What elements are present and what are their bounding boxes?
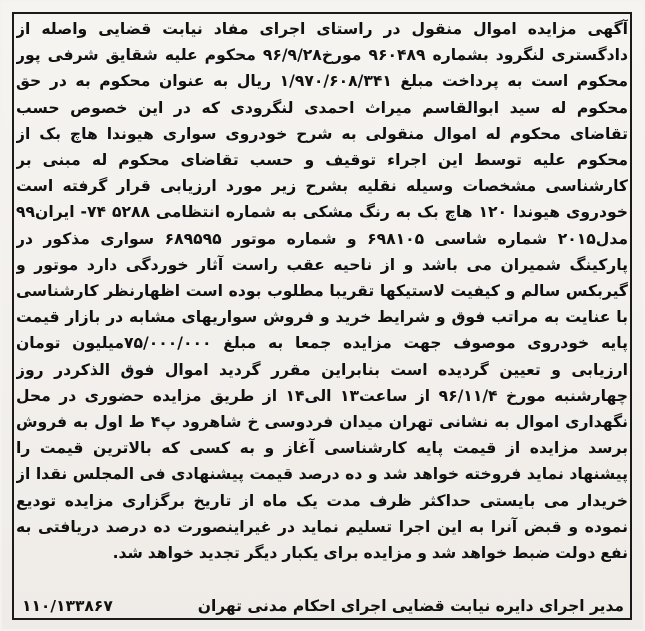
notice-text: آگهی مزایده اموال منقول در راستای اجرای مفاد نیابت قضایی واصله از دادگستری لنگرود بشماره ۹۶۰۴۸۹ مورخ۹۶/۹/۲۸ محکوم علیه شقایق شرفی پور محکوم است به پرداخت مبلغ ۱/۹۷۰/۶۰۸/۳۴۱ ریال به عنوان محکوم به در حق محکوم له سید ابوالقاسم میراث احمدی لنگرودی که در این خصوص حسب تقاضای محکوم له اموال منقولی به شرح خودروی سواری هیوندا هاچ بک از محکوم علیه توسط این اجراء توقیف و حسب تقاضای محکوم له مبنی بر کارشناسی مشخصات وسیله نقلیه بشرح زیر مورد ارزیابی قرار گرفته است خودروی هیوندا ۱۲۰ هاچ بک به رنگ مشکی به شماره انتظامی ۵۲۸۸ ۷۴- ایران۹۹ مدل۲۰۱۵ شماره شاسی ۶۹۸۱۰۵ و شماره موتور ۶۸۹۵۹۵ سواری مذکور در پارکینگ شمیران می باشد و از ناحیه عقب راست آثار خوردگی دارد موتور و گیربکس سالم و کیفیت لاستیکها تقریبا مطلوب بوده است اظهارنظر کارشناسی با عنایت به مراتب فوق و شرایط خرید و فروش سواریهای مشابه در بازار قیمت پایه خودروی موصوف جهت مزایده جمعا به مبلغ ۷۵/۰۰۰/۰۰۰میلیون تومان ارزیابی و تعیین گردیده است بنابراین مقرر گردید اموال فوق الذکردر روز چهارشنبه مورخ ۹۶/۱۱/۴ از ساعت۱۳ الی۱۴ از طریق مزایده حضوری در محل نگهداری اموال به نشانی تهران میدان فردوسی خ شاهرود پ۴ ط اول به فروش برسد مزایده از قیمت پایه کارشناسی آغاز و به کسی که بالاترین قیمت را پیشنهاد نماید فروخته خواهد شد و ده درصد قیمت پیشنهادی فی المجلس نقدا از خریدار می بایستی حداکثر ظرف مدت یک ماه از تاریخ برگزاری مزایده تودیع نموده و قبض آنرا به این اجرا تسلیم نماید در غیراینصورت ده درصد دریافتی به نفع دولت ضبط خواهد شد و مزایده برای یکبار دیگر تجدید خواهد شد. [16,20,628,563]
notice-number: ۱۱۰/۱۳۳۸۶۷ [22,597,113,615]
newspaper-clipping [2,2,643,629]
notice-body [16,16,628,594]
notice-footer [16,594,628,618]
notice-signature: مدیر اجرای دایره نیابت قضایی اجرای احکام مدنی تهران [197,597,624,615]
